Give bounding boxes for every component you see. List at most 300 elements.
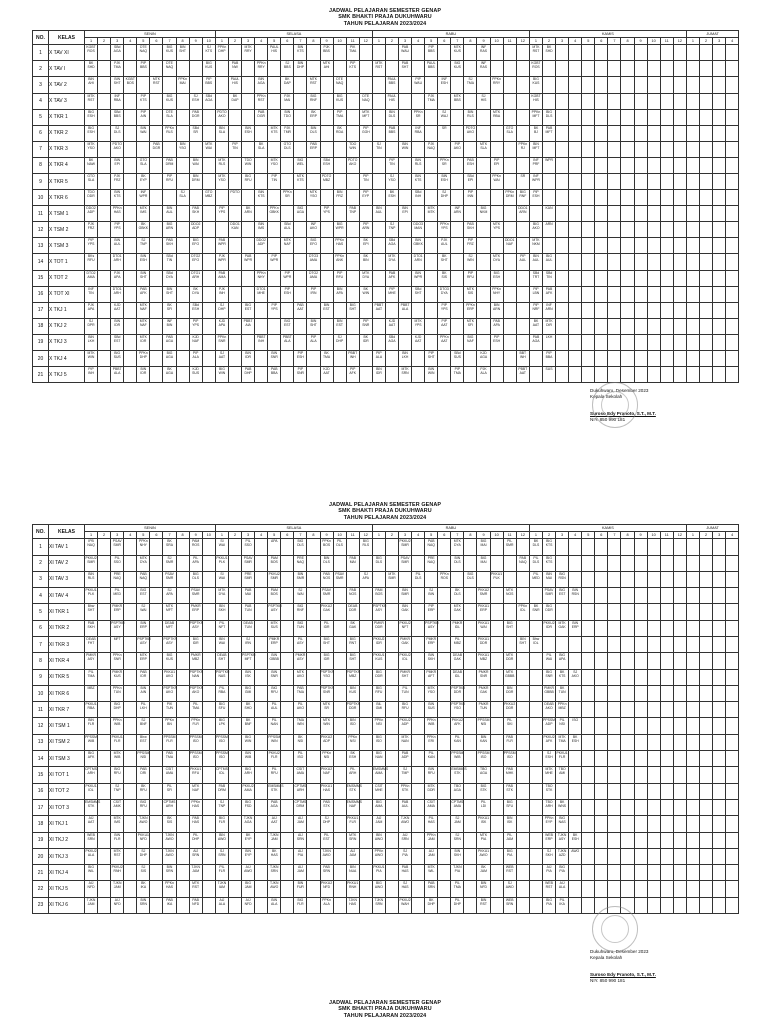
schedule-cell xyxy=(713,832,726,848)
schedule-cell xyxy=(307,637,320,653)
schedule-cell xyxy=(713,751,726,767)
schedule-cell xyxy=(686,190,699,206)
schedule-cell: BIG AUL xyxy=(543,254,556,270)
schedule-cell xyxy=(464,45,477,61)
schedule-cell xyxy=(438,799,451,815)
schedule-cell xyxy=(647,685,660,701)
schedule-cell: PAB ERP xyxy=(307,141,320,157)
schedule-cell: DEAB FHT xyxy=(85,637,98,653)
schedule-cell xyxy=(202,669,215,685)
schedule-cell xyxy=(242,141,255,157)
schedule-cell xyxy=(124,881,137,897)
schedule-cell xyxy=(726,238,739,254)
schedule-cell: PPKn BN xyxy=(163,718,176,734)
schedule-cell: PIP RFU xyxy=(464,270,477,286)
schedule-cell: PSAV SMR xyxy=(543,588,556,604)
schedule-cell xyxy=(242,77,255,93)
schedule-cell xyxy=(503,141,516,157)
schedule-cell xyxy=(333,351,346,367)
schedule-cell xyxy=(647,702,660,718)
schedule-cell xyxy=(124,157,137,173)
schedule-cell xyxy=(582,702,595,718)
schedule-cell: PIP MHE xyxy=(385,286,398,302)
period-header: 3 xyxy=(111,38,124,45)
schedule-cell xyxy=(294,190,307,206)
schedule-cell: BIG WPR xyxy=(333,222,346,238)
schedule-cell xyxy=(451,286,464,302)
schedule-cell xyxy=(686,620,699,636)
schedule-cell xyxy=(98,318,111,334)
schedule-cell xyxy=(425,109,438,125)
table-row xyxy=(33,783,739,799)
schedule-cell: PKKU1 MBZ xyxy=(477,653,490,669)
schedule-cell xyxy=(124,555,137,571)
schedule-cell: PPKn FLR xyxy=(189,718,202,734)
schedule-cell: TJKN HAS xyxy=(346,897,359,913)
schedule-cell xyxy=(98,848,111,864)
schedule-cell: DEAB SHT xyxy=(215,653,228,669)
table-row xyxy=(33,702,739,718)
schedule-cell xyxy=(700,270,713,286)
schedule-cell xyxy=(660,897,673,913)
schedule-cell xyxy=(569,270,582,286)
schedule-cell xyxy=(307,816,320,832)
schedule-cell xyxy=(503,637,516,653)
schedule-cell: PMKR DDR xyxy=(372,620,385,636)
schedule-cell xyxy=(385,799,398,815)
class-name: X TKJ 2 xyxy=(49,318,85,334)
schedule-cell: PKKU2 ADP xyxy=(320,734,333,750)
schedule-cell xyxy=(686,897,699,913)
schedule-cell xyxy=(98,653,111,669)
schedule-cell: BIG WIN xyxy=(215,367,228,383)
schedule-cell xyxy=(700,157,713,173)
schedule-cell xyxy=(713,669,726,685)
schedule-cell xyxy=(124,832,137,848)
day-header: KAMIS xyxy=(529,525,686,532)
schedule-cell xyxy=(150,206,163,222)
schedule-cell: PAB HAS xyxy=(399,865,412,881)
schedule-cell xyxy=(307,604,320,620)
schedule-cell: BK SHD xyxy=(543,45,556,61)
schedule-cell xyxy=(621,238,634,254)
schedule-cell: INF RBA xyxy=(111,93,124,109)
schedule-cell xyxy=(202,302,215,318)
schedule-cell: SJ SRN xyxy=(451,832,464,848)
schedule-cell: PAB DRM xyxy=(215,783,228,799)
schedule-cell: BK HAS xyxy=(268,848,281,864)
schedule-cell: DTO2 AMA xyxy=(307,270,320,286)
header-year: TAHUN PELAJARAN 2023/2024 xyxy=(343,20,427,27)
schedule-cell xyxy=(569,816,582,832)
period-header: 5 xyxy=(425,532,438,539)
schedule-cell xyxy=(621,702,634,718)
schedule-cell xyxy=(700,783,713,799)
schedule-cell xyxy=(595,206,608,222)
schedule-cell xyxy=(98,669,111,685)
schedule-cell xyxy=(529,702,542,718)
schedule-cell xyxy=(621,783,634,799)
schedule-cell: BIN WAI xyxy=(189,157,202,173)
schedule-cell xyxy=(556,286,569,302)
schedule-cell xyxy=(582,685,595,701)
schedule-cell xyxy=(608,302,621,318)
schedule-cell: BIG SHT xyxy=(346,653,359,669)
schedule-cell xyxy=(255,767,268,783)
table-row xyxy=(33,302,739,318)
sign-role: Kepala Sekolah xyxy=(590,393,623,399)
period-header: 7 xyxy=(163,38,176,45)
schedule-cell xyxy=(543,238,556,254)
schedule-cell: BK SIS xyxy=(163,816,176,832)
day-header: RABU xyxy=(372,31,529,38)
schedule-cell: PRE SMR xyxy=(242,571,255,587)
schedule-cell: MTK BBS xyxy=(451,93,464,109)
schedule-cell: AIJ NFD xyxy=(85,881,98,897)
schedule-cell xyxy=(660,685,673,701)
schedule-cell xyxy=(124,93,137,109)
schedule-cell xyxy=(359,141,372,157)
schedule-cell xyxy=(412,816,425,832)
schedule-cell xyxy=(307,157,320,173)
schedule-cell xyxy=(686,637,699,653)
schedule-cell: PAM BOS xyxy=(268,588,281,604)
schedule-cell xyxy=(569,190,582,206)
period-header: 11 xyxy=(503,38,516,45)
schedule-cell: BIN IMS xyxy=(255,222,268,238)
schedule-cell xyxy=(726,125,739,141)
schedule-cell: BIN ESH xyxy=(242,125,255,141)
schedule-cell xyxy=(268,190,281,206)
schedule-cell xyxy=(242,270,255,286)
schedule-cell: BIN AWO xyxy=(215,832,228,848)
schedule-cell: SBd SR xyxy=(189,125,202,141)
schedule-cell xyxy=(595,93,608,109)
schedule-cell: PIP AKO xyxy=(451,141,464,157)
day-header: SENIN xyxy=(85,525,216,532)
schedule-cell xyxy=(150,734,163,750)
schedule-cell: PKKU1 FLR xyxy=(346,816,359,832)
schedule-cell xyxy=(634,653,647,669)
schedule-cell xyxy=(412,865,425,881)
schedule-cell xyxy=(713,334,726,350)
schedule-cell xyxy=(529,620,542,636)
schedule-cell: PIL RBA xyxy=(215,685,228,701)
schedule-cell xyxy=(660,318,673,334)
table-row xyxy=(33,555,739,571)
schedule-cell xyxy=(124,571,137,587)
schedule-cell xyxy=(647,351,660,367)
schedule-cell xyxy=(647,173,660,189)
schedule-cell xyxy=(686,702,699,718)
schedule-cell: BK NAW xyxy=(85,157,98,173)
schedule-cell: PPKn TUN xyxy=(111,685,124,701)
schedule-cell: DTE SLA xyxy=(163,109,176,125)
schedule-cell xyxy=(686,206,699,222)
row-number: 13 xyxy=(33,238,49,254)
schedule-cell: PKKU1 PLK xyxy=(490,571,503,587)
day-header: JUMAT xyxy=(686,525,738,532)
schedule-cell xyxy=(673,109,686,125)
schedule-cell xyxy=(163,141,176,157)
schedule-cell xyxy=(569,206,582,222)
schedule-cell xyxy=(686,270,699,286)
class-name: X TKJ 1 xyxy=(49,302,85,318)
schedule-cell: BIN SHT xyxy=(176,45,189,61)
schedule-cell xyxy=(176,222,189,238)
schedule-cell xyxy=(556,125,569,141)
table-row xyxy=(33,286,739,302)
schedule-cell: BIG RFU xyxy=(399,702,412,718)
schedule-cell: DTO2 AMA xyxy=(85,270,98,286)
schedule-cell xyxy=(686,286,699,302)
schedule-cell: BIN DLS xyxy=(320,555,333,571)
schedule-cell: BK EYP xyxy=(137,173,150,189)
schedule-cell xyxy=(385,555,398,571)
schedule-cell: SJ HAS xyxy=(399,881,412,897)
schedule-cell: PAUL HIS xyxy=(268,45,281,61)
schedule-cell xyxy=(98,351,111,367)
schedule-cell xyxy=(255,848,268,864)
schedule-cell: MTK TMA xyxy=(556,734,569,750)
schedule-cell xyxy=(516,783,529,799)
schedule-cell xyxy=(385,141,398,157)
schedule-cell xyxy=(150,173,163,189)
schedule-cell xyxy=(307,620,320,636)
schedule-cell: MTK PIA xyxy=(477,832,490,848)
schedule-cell: BIN WPR xyxy=(412,270,425,286)
schedule-cell xyxy=(516,334,529,350)
schedule-cell xyxy=(595,238,608,254)
period-header: 10 xyxy=(333,532,346,539)
schedule-cell xyxy=(189,77,202,93)
schedule-cell xyxy=(359,897,372,913)
schedule-cell xyxy=(150,222,163,238)
schedule-cell xyxy=(202,157,215,173)
row-number: 1 xyxy=(33,539,49,555)
schedule-cell: BIN SNR xyxy=(268,351,281,367)
schedule-cell: PMKR ASY xyxy=(85,653,98,669)
schedule-cell xyxy=(569,173,582,189)
schedule-cell xyxy=(621,173,634,189)
schedule-cell xyxy=(700,238,713,254)
schedule-cell: BIG WIL xyxy=(85,865,98,881)
schedule-cell: PAB DGR xyxy=(150,141,163,157)
schedule-cell: IPB NAQ xyxy=(85,539,98,555)
schedule-cell: BIG EST xyxy=(242,302,255,318)
class-name: XI TKR 2 xyxy=(49,620,85,636)
schedule-cell: BK SHD xyxy=(242,702,255,718)
schedule-cell: SJ AWO xyxy=(503,881,516,897)
schedule-cell xyxy=(412,734,425,750)
schedule-cell xyxy=(307,206,320,222)
schedule-cell: PPKn SR xyxy=(281,190,294,206)
schedule-cell: MTK NAF xyxy=(137,302,150,318)
schedule-cell xyxy=(438,669,451,685)
schedule-cell xyxy=(359,669,372,685)
schedule-cell: PIL NFT xyxy=(215,620,228,636)
row-number: 1 xyxy=(33,45,49,61)
schedule-cell xyxy=(385,718,398,734)
schedule-cell xyxy=(425,571,438,587)
schedule-cell: BIN SMR xyxy=(294,571,307,587)
schedule-cell xyxy=(333,702,346,718)
schedule-cell xyxy=(686,302,699,318)
schedule-cell: SBd AGA xyxy=(202,93,215,109)
schedule-cell: TDO WIN xyxy=(346,141,359,157)
schedule-cell: PBBT AIA xyxy=(242,318,255,334)
schedule-cell: PAB STK xyxy=(503,783,516,799)
schedule-cell: SJ TNP xyxy=(215,799,228,815)
schedule-cell: BIG ESH xyxy=(490,270,503,286)
class-name: X TOT 2 xyxy=(49,270,85,286)
schedule-cell xyxy=(124,61,137,77)
schedule-cell xyxy=(595,588,608,604)
schedule-cell xyxy=(464,93,477,109)
schedule-cell: PIL SKI xyxy=(503,718,516,734)
schedule-cell: BIN SUS xyxy=(425,702,438,718)
schedule-cell xyxy=(124,367,137,383)
schedule-cell: BK RDA xyxy=(333,125,346,141)
schedule-cell xyxy=(634,588,647,604)
schedule-cell xyxy=(595,125,608,141)
schedule-cell: PPKn HAS xyxy=(333,238,346,254)
class-name: XI TOT 2 xyxy=(49,783,85,799)
schedule-cell xyxy=(150,588,163,604)
schedule-cell xyxy=(464,751,477,767)
schedule-cell xyxy=(673,141,686,157)
schedule-cell: BIG IDR xyxy=(189,637,202,653)
schedule-cell xyxy=(726,783,739,799)
schedule-cell: PPKn AAT xyxy=(438,334,451,350)
schedule-cell xyxy=(686,45,699,61)
schedule-cell: MTK SIS xyxy=(464,286,477,302)
schedule-cell: BIN KTS xyxy=(412,173,425,189)
schedule-cell xyxy=(673,77,686,93)
schedule-cell: MFT xyxy=(111,637,124,653)
schedule-cell xyxy=(294,238,307,254)
schedule-cell: PPKn STK xyxy=(399,783,412,799)
sign-nip: NIY. 850 990 181 xyxy=(590,416,626,422)
schedule-cell xyxy=(660,702,673,718)
schedule-cell: BIN IDR xyxy=(111,318,124,334)
schedule-cell xyxy=(464,881,477,897)
schedule-cell: DTO3 DYA xyxy=(438,286,451,302)
schedule-cell xyxy=(464,141,477,157)
period-header: 3 xyxy=(556,532,569,539)
schedule-cell: MTK WIL xyxy=(425,865,438,881)
schedule-cell: TMA WIN xyxy=(294,718,307,734)
schedule-cell: PSPTKR SNR xyxy=(320,685,333,701)
schedule-cell: DDO2 ADP xyxy=(85,206,98,222)
sign-role: Kepala Sekolah xyxy=(590,954,623,960)
schedule-cell xyxy=(713,367,726,383)
schedule-cell xyxy=(228,334,241,350)
schedule-cell xyxy=(595,571,608,587)
schedule-cell: PPKn RJ xyxy=(516,141,529,157)
row-number: 4 xyxy=(33,93,49,109)
schedule-cell: INF AKO xyxy=(307,222,320,238)
schedule-cell: PJK APA xyxy=(85,302,98,318)
period-header: 5 xyxy=(268,532,281,539)
schedule-cell: PIL DHP xyxy=(451,897,464,913)
schedule-cell xyxy=(686,799,699,815)
schedule-cell xyxy=(202,604,215,620)
schedule-cell xyxy=(726,588,739,604)
schedule-cell: PAM BOS xyxy=(268,555,281,571)
schedule-cell: PPKn IDL xyxy=(516,604,529,620)
schedule-cell: BIG RNT xyxy=(346,637,359,653)
schedule-cell: PKKU2 ADP xyxy=(399,718,412,734)
schedule-cell xyxy=(359,302,372,318)
schedule-cell xyxy=(673,254,686,270)
schedule-cell: PMKR ERP xyxy=(189,604,202,620)
schedule-cell xyxy=(202,637,215,653)
schedule-cell xyxy=(595,141,608,157)
schedule-cell: PJK TMR xyxy=(281,125,294,141)
schedule-cell xyxy=(700,881,713,897)
schedule-cell xyxy=(634,832,647,848)
schedule-cell xyxy=(176,254,189,270)
schedule-sheet-next xyxy=(32,1000,738,1019)
schedule-cell: EMSMMS STK xyxy=(268,783,281,799)
schedule-cell: LKH xyxy=(543,334,556,350)
schedule-cell xyxy=(464,604,477,620)
schedule-cell xyxy=(359,881,372,897)
schedule-cell: MTK SR xyxy=(320,702,333,718)
schedule-cell xyxy=(438,604,451,620)
schedule-cell xyxy=(490,206,503,222)
schedule-cell xyxy=(150,620,163,636)
schedule-cell xyxy=(673,539,686,555)
schedule-cell xyxy=(281,685,294,701)
schedule-cell xyxy=(399,93,412,109)
schedule-cell xyxy=(621,190,634,206)
schedule-cell xyxy=(686,555,699,571)
schedule-cell: CSIT AMK xyxy=(111,799,124,815)
schedule-cell xyxy=(438,61,451,77)
schedule-cell: PJK WPR xyxy=(215,254,228,270)
sign-nip: NIY. 850 990 181 xyxy=(590,977,626,983)
schedule-cell xyxy=(673,865,686,881)
schedule-cell xyxy=(529,588,542,604)
schedule-cell xyxy=(647,45,660,61)
schedule-cell xyxy=(385,669,398,685)
schedule-cell xyxy=(333,61,346,77)
schedule-cell xyxy=(281,157,294,173)
schedule-cell xyxy=(608,685,621,701)
schedule-cell: INF RAS xyxy=(477,45,490,61)
period-header: 7 xyxy=(451,532,464,539)
schedule-cell xyxy=(228,783,241,799)
schedule-cell xyxy=(255,45,268,61)
schedule-cell xyxy=(569,604,582,620)
schedule-cell: PPSSM ISO xyxy=(189,734,202,750)
schedule-cell xyxy=(438,351,451,367)
schedule-cell xyxy=(595,254,608,270)
schedule-cell xyxy=(359,61,372,77)
schedule-cell: PIP ESH xyxy=(529,190,542,206)
schedule-cell: PAB TNP xyxy=(346,206,359,222)
schedule-cell xyxy=(569,125,582,141)
schedule-cell: PSAV SMR xyxy=(111,539,124,555)
schedule-cell xyxy=(124,865,137,881)
schedule-cell: TJKN AWO xyxy=(320,848,333,864)
schedule-cell: BIN IDR xyxy=(372,367,385,383)
schedule-cell xyxy=(700,351,713,367)
schedule-cell xyxy=(202,555,215,571)
schedule-cell: AIJ AAT xyxy=(268,816,281,832)
